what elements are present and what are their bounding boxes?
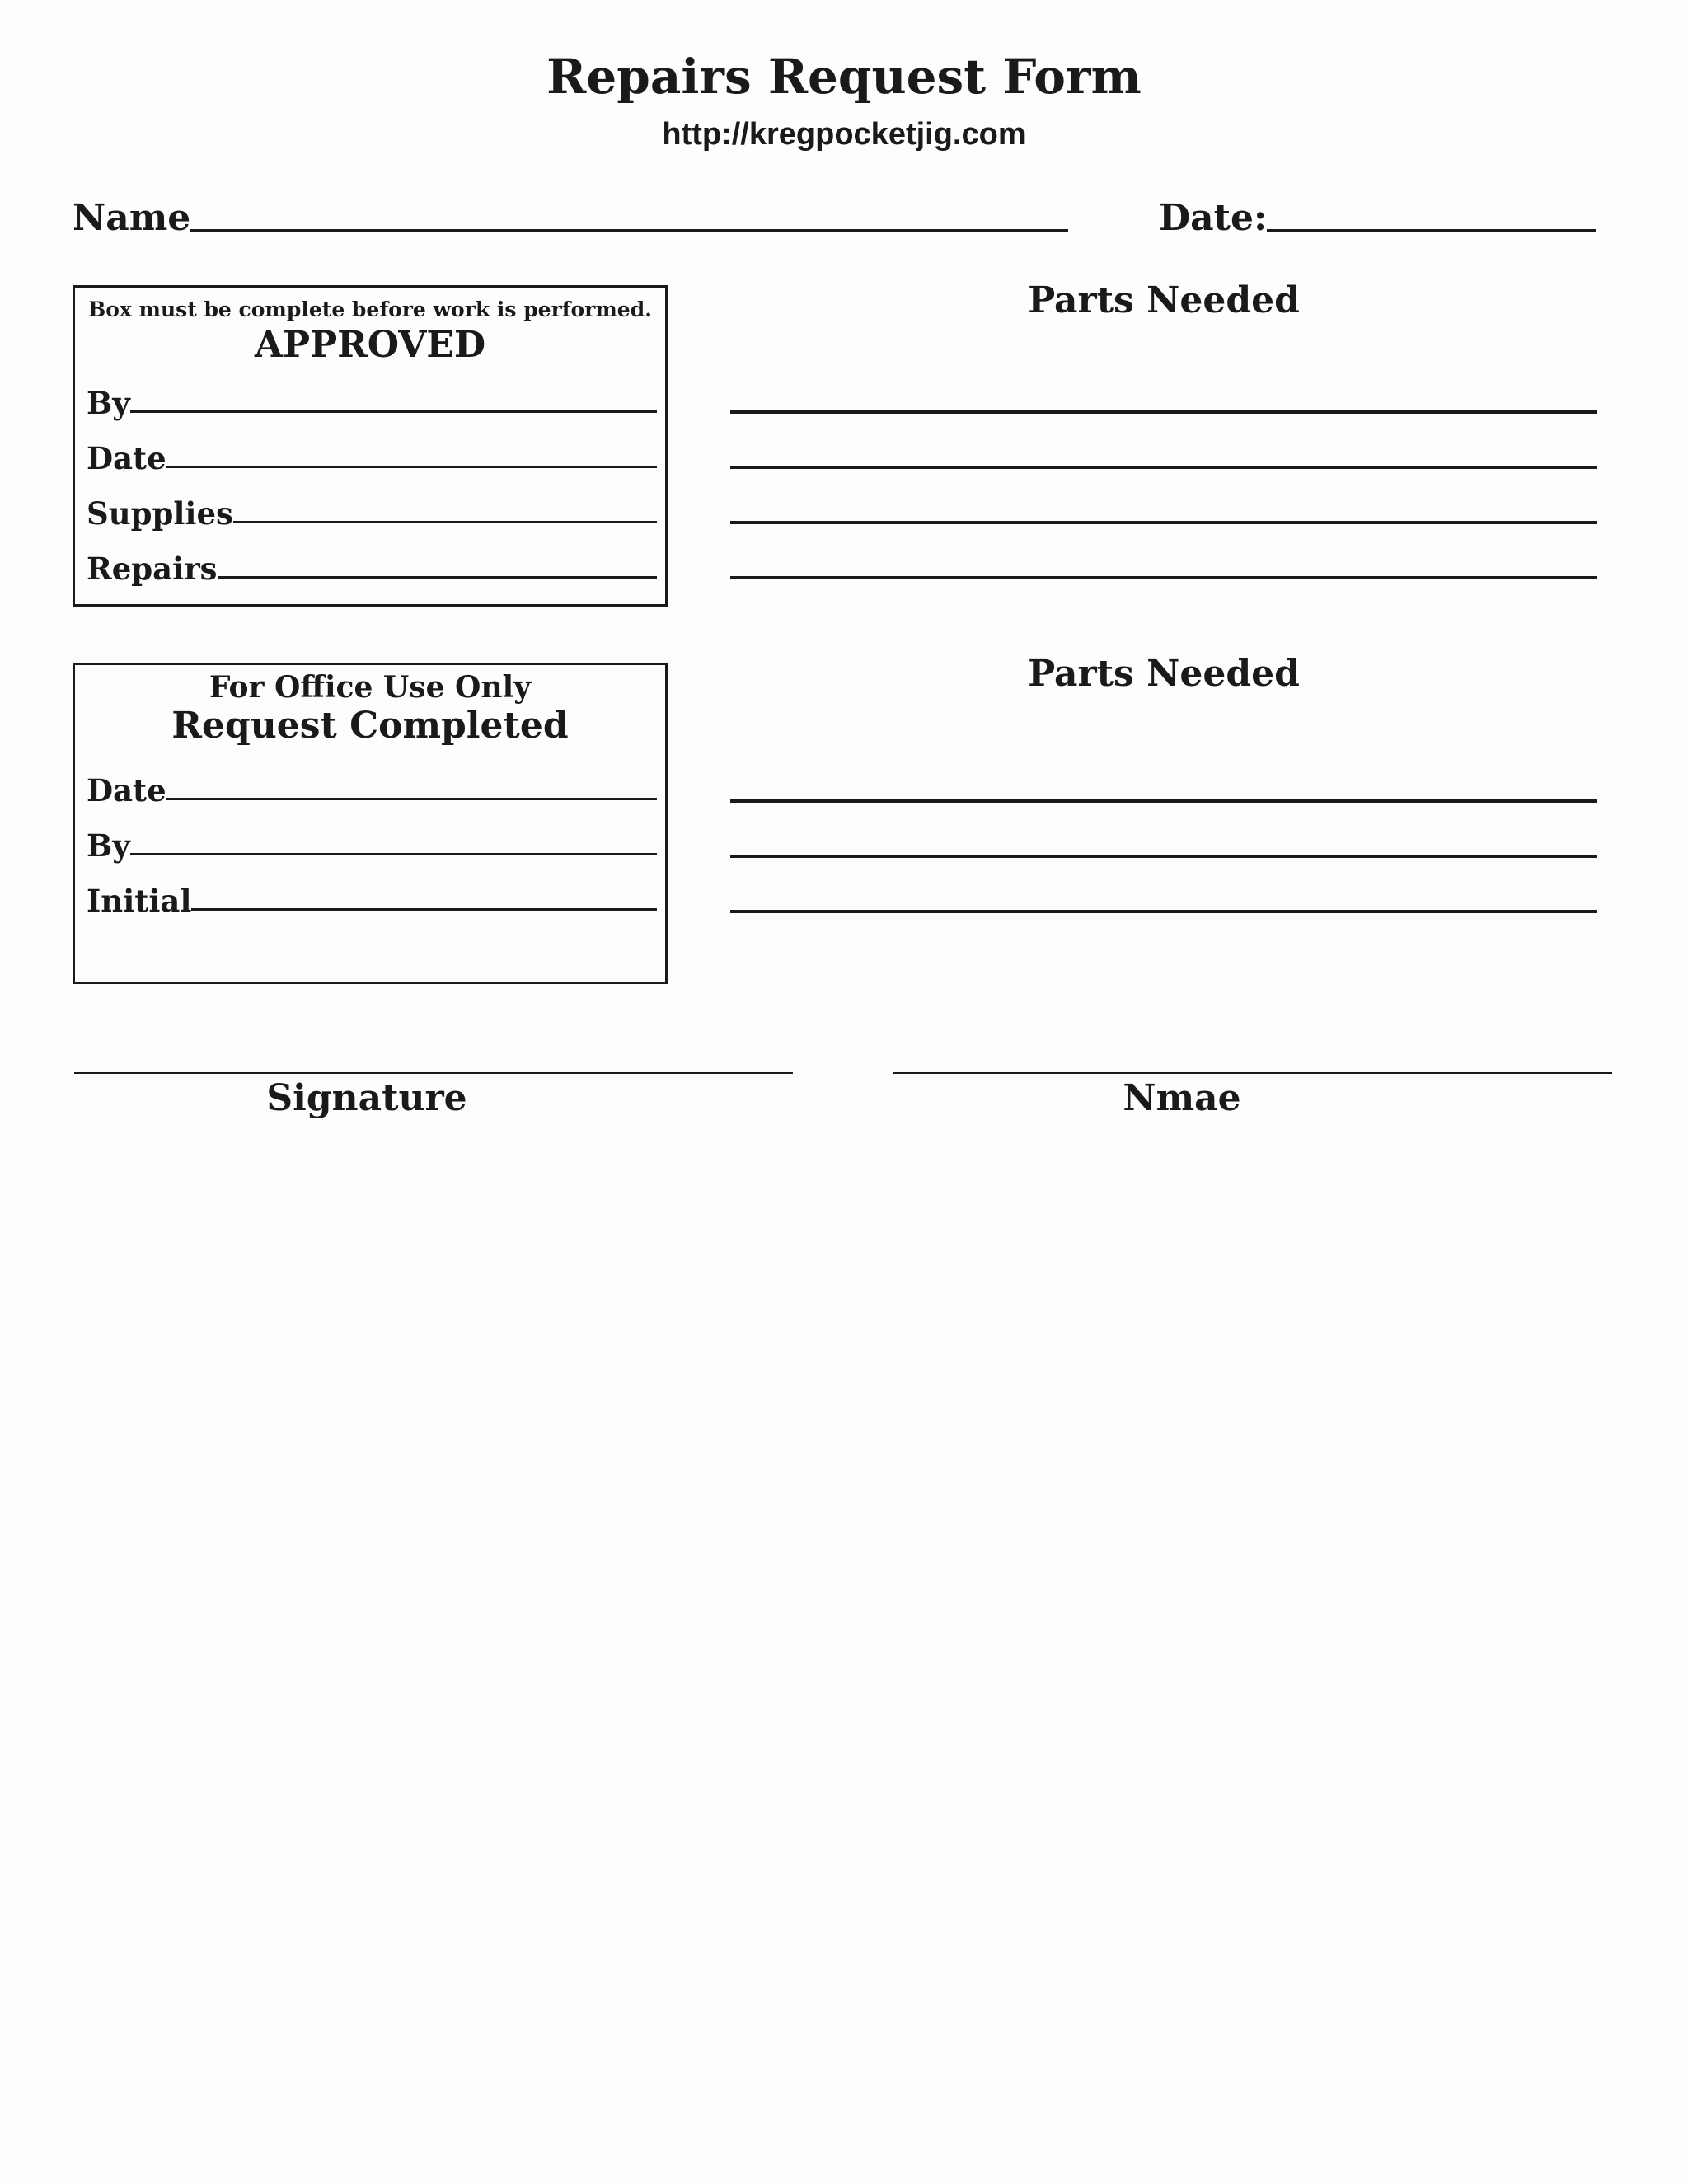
parts-line[interactable] [730,576,1597,579]
signature-line[interactable] [74,1072,793,1074]
approved-by-label: By [87,385,130,421]
approved-date-label: Date [87,440,166,476]
request-completed-heading: Request Completed [171,705,569,747]
completed-by-field[interactable] [87,809,657,865]
approved-by-field[interactable] [87,367,657,422]
approved-date-line[interactable] [166,466,657,468]
approved-repairs-field[interactable] [87,532,657,588]
name-signature-line[interactable] [893,1072,1612,1074]
parts-needed-title: Parts Needed [1028,279,1300,321]
name-line[interactable] [190,229,1068,232]
parts-needed-title: Parts Needed [1028,653,1300,695]
name-label: Name [73,197,191,239]
completed-by-line[interactable] [130,853,657,855]
approved-note: Box must be complete before work is performed. [88,298,652,321]
date-field[interactable] [1159,191,1596,241]
date-label: Date: [1159,197,1268,239]
office-use-subheading: For Office Use Only [209,670,532,705]
completed-initial-label: Initial [87,883,192,919]
approved-heading: APPROVED [254,324,486,366]
completed-date-line[interactable] [166,798,657,800]
parts-line[interactable] [730,910,1597,913]
completed-initial-field[interactable] [87,865,657,920]
approved-by-line[interactable] [130,410,657,413]
signature-label: Signature [266,1077,467,1119]
name-signature-label: Nmae [1123,1077,1241,1119]
name-field[interactable] [73,191,1068,241]
completed-by-label: By [87,827,130,864]
date-line[interactable] [1267,229,1596,232]
approved-repairs-label: Repairs [87,551,218,587]
approved-supplies-field[interactable] [87,477,657,532]
office-use-box [73,663,668,984]
form-url: http://kregpocketjig.com [662,117,1026,152]
approved-repairs-line[interactable] [218,576,657,579]
parts-line[interactable] [730,521,1597,524]
parts-line[interactable] [730,855,1597,858]
parts-line[interactable] [730,799,1597,803]
parts-line[interactable] [730,466,1597,469]
approved-supplies-line[interactable] [233,521,657,523]
approved-date-field[interactable] [87,422,657,477]
approved-supplies-label: Supplies [87,495,233,532]
completed-initial-line[interactable] [191,908,657,911]
form-title: Repairs Request Form [546,49,1142,105]
completed-date-field[interactable] [87,754,657,809]
completed-date-label: Date [87,772,166,808]
approved-box [73,285,668,607]
parts-line[interactable] [730,410,1597,414]
